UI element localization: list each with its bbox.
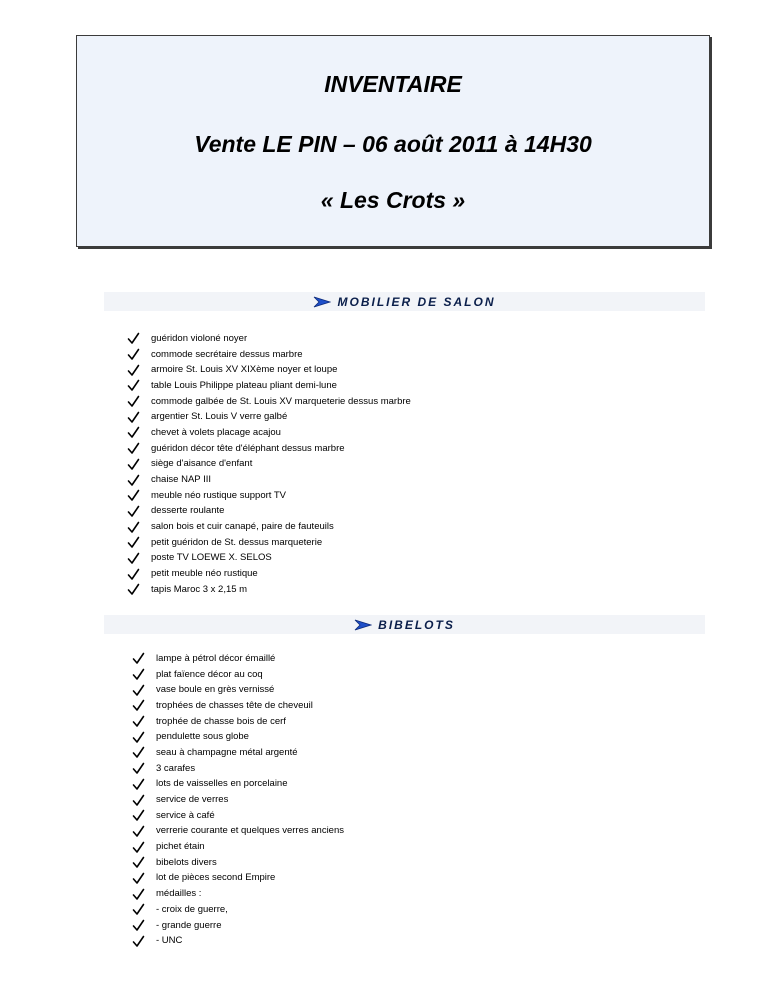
checkmark-icon	[127, 552, 140, 565]
item-text: commode galbée de St. Louis XV marqueterie dessus marbre	[151, 395, 411, 407]
item-text: 3 carafes	[156, 762, 196, 774]
item-list-mobilier	[127, 331, 411, 598]
item-text: lot de pièces second Empire	[156, 872, 276, 884]
checkmark-icon	[127, 474, 140, 487]
item-text: tapis Maroc 3 x 2,15 m	[151, 583, 248, 595]
list-item	[132, 698, 344, 714]
location-line: « Les Crots »	[320, 187, 466, 213]
list-item	[127, 394, 411, 410]
checkmark-icon	[132, 684, 145, 697]
list-item	[132, 902, 344, 918]
list-item	[132, 777, 344, 793]
checkmark-icon	[127, 411, 140, 424]
item-text: chevet à volets placage acajou	[151, 426, 281, 438]
list-item	[127, 378, 411, 394]
checkmark-icon	[127, 458, 140, 471]
item-text: commode secrétaire dessus marbre	[151, 348, 303, 360]
list-item	[132, 855, 344, 871]
list-item	[132, 839, 344, 855]
list-item	[132, 761, 344, 777]
item-text: lampe à pétrol décor émaillé	[156, 652, 276, 664]
item-text: armoire St. Louis XV XIXème noyer et loupe	[151, 364, 338, 376]
checkmark-icon	[127, 568, 140, 581]
checkmark-icon	[127, 505, 140, 518]
item-text: petit guéridon de St. dessus marqueterie	[151, 536, 323, 548]
list-item	[132, 792, 344, 808]
list-item	[127, 457, 411, 473]
checkmark-icon	[127, 332, 140, 345]
item-text: siège d'aisance d'enfant	[151, 458, 253, 470]
list-item	[132, 933, 344, 949]
list-item	[132, 808, 344, 824]
list-item	[127, 488, 411, 504]
item-text: seau à champagne métal argenté	[156, 746, 298, 758]
item-text: meuble néo rustique support TV	[151, 489, 287, 501]
section-header-mobilier	[104, 292, 705, 311]
item-text: desserte roulante	[151, 505, 225, 517]
checkmark-icon	[132, 935, 145, 948]
arrow-right-icon	[313, 296, 331, 308]
section-title: MOBILIER DE SALON	[337, 294, 496, 309]
item-text: vase boule en grès vernissé	[156, 684, 275, 696]
checkmark-icon	[132, 841, 145, 854]
list-item	[127, 331, 411, 347]
list-item	[127, 409, 411, 425]
item-text: table Louis Philippe plateau pliant demi-lune	[151, 379, 337, 391]
item-text: guéridon décor tête d'éléphant dessus marbre	[151, 442, 345, 454]
item-text: trophée de chasse bois de cerf	[156, 715, 286, 727]
item-text: verrerie courante et quelques verres anciens	[156, 825, 344, 837]
checkmark-icon	[132, 903, 145, 916]
item-text: guéridon violoné noyer	[151, 332, 248, 344]
title-box	[76, 35, 710, 247]
list-item	[132, 824, 344, 840]
item-text: bibelots divers	[156, 856, 217, 868]
item-list-bibelots	[132, 651, 344, 949]
checkmark-icon	[127, 426, 140, 439]
list-item	[127, 535, 411, 551]
section-header-bibelots	[104, 615, 705, 634]
list-item	[132, 745, 344, 761]
list-item	[127, 551, 411, 567]
item-text: chaise NAP III	[151, 474, 212, 486]
checkmark-icon	[132, 856, 145, 869]
checkmark-icon	[132, 888, 145, 901]
checkmark-icon	[132, 668, 145, 681]
checkmark-icon	[127, 521, 140, 534]
checkmark-icon	[132, 919, 145, 932]
checkmark-icon	[127, 442, 140, 455]
item-text: médailles :	[156, 888, 202, 900]
checkmark-icon	[132, 715, 145, 728]
list-item	[132, 918, 344, 934]
list-item	[132, 667, 344, 683]
checkmark-icon	[127, 379, 140, 392]
checkmark-icon	[127, 395, 140, 408]
list-item	[132, 714, 344, 730]
checkmark-icon	[132, 794, 145, 807]
list-item	[132, 651, 344, 667]
checkmark-icon	[132, 872, 145, 885]
item-text: - croix de guerre,	[156, 903, 228, 915]
item-text: pichet étain	[156, 841, 205, 853]
checkmark-icon	[132, 809, 145, 822]
list-item	[132, 886, 344, 902]
checkmark-icon	[127, 364, 140, 377]
list-item	[127, 362, 411, 378]
item-text: - grande guerre	[156, 919, 222, 931]
checkmark-icon	[132, 746, 145, 759]
item-text: argentier St. Louis V verre galbé	[151, 411, 288, 423]
arrow-right-icon	[354, 619, 372, 631]
item-text: plat faïence décor au coq	[156, 668, 263, 680]
item-text: trophées de chasses tête de cheveuil	[156, 699, 313, 711]
sale-date-line: Vente LE PIN – 06 août 2011 à 14H30	[194, 131, 592, 157]
checkmark-icon	[132, 778, 145, 791]
list-item	[127, 347, 411, 363]
section-title: BIBELOTS	[378, 617, 455, 632]
list-item	[127, 519, 411, 535]
item-text: service de verres	[156, 794, 229, 806]
list-item	[127, 582, 411, 598]
item-text: petit meuble néo rustique	[151, 568, 258, 580]
checkmark-icon	[127, 489, 140, 502]
item-text: - UNC	[156, 935, 183, 947]
list-item	[127, 504, 411, 520]
checkmark-icon	[127, 583, 140, 596]
list-item	[132, 871, 344, 887]
item-text: pendulette sous globe	[156, 731, 249, 743]
list-item	[132, 682, 344, 698]
list-item	[132, 729, 344, 745]
document-title: INVENTAIRE	[324, 71, 462, 97]
checkmark-icon	[127, 536, 140, 549]
checkmark-icon	[127, 348, 140, 361]
checkmark-icon	[132, 699, 145, 712]
checkmark-icon	[132, 731, 145, 744]
item-text: lots de vaisselles en porcelaine	[156, 778, 288, 790]
list-item	[127, 566, 411, 582]
item-text: salon bois et cuir canapé, paire de fauteuils	[151, 521, 334, 533]
checkmark-icon	[132, 652, 145, 665]
item-text: service à café	[156, 809, 215, 821]
item-text: poste TV LOEWE X. SELOS	[151, 552, 272, 564]
checkmark-icon	[132, 825, 145, 838]
list-item	[127, 472, 411, 488]
list-item	[127, 441, 411, 457]
checkmark-icon	[132, 762, 145, 775]
list-item	[127, 425, 411, 441]
